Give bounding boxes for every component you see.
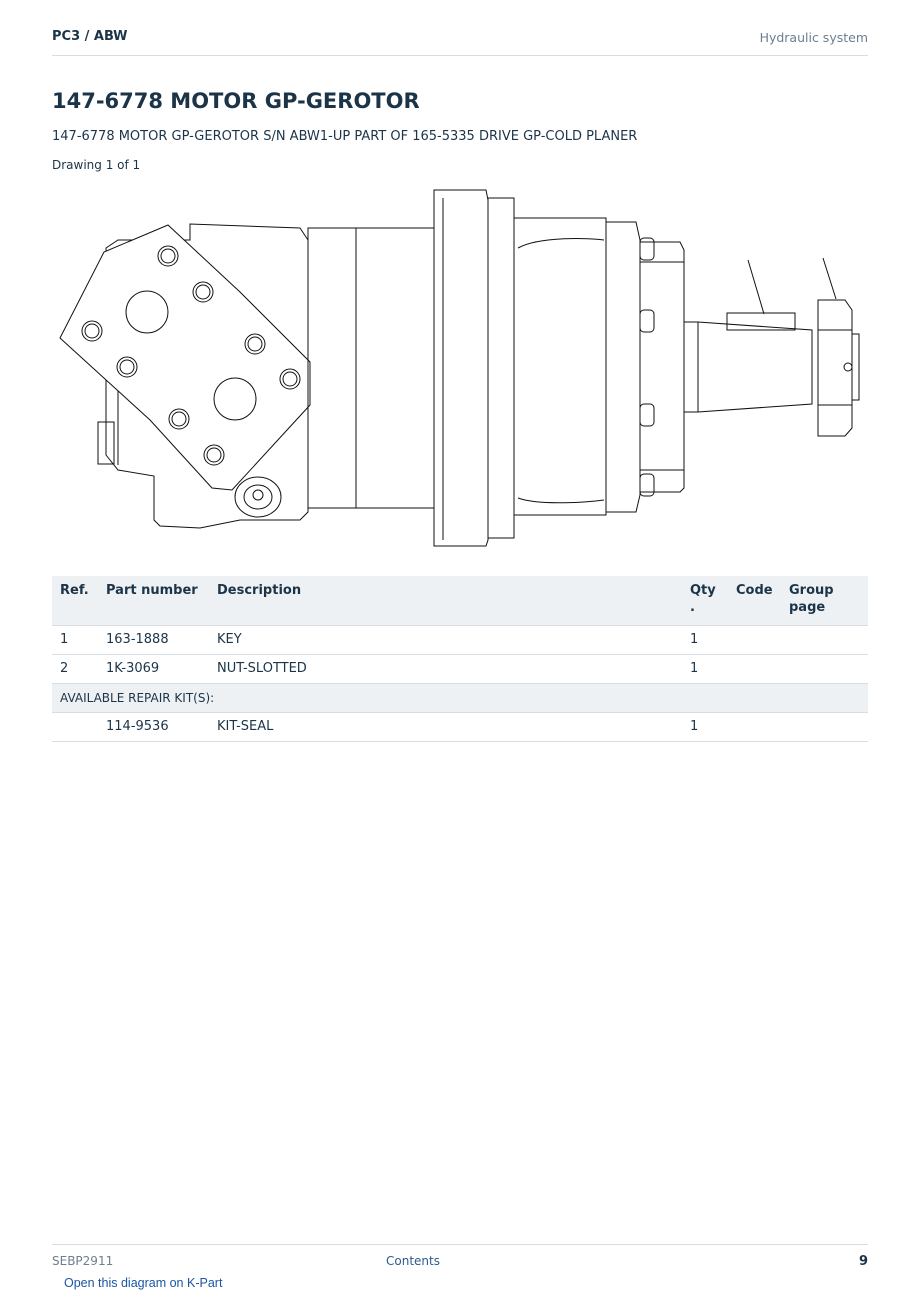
contents-link[interactable]: Contents (386, 1254, 440, 1268)
cell-description: NUT-SLOTTED (209, 655, 682, 684)
motor-diagram (52, 185, 868, 555)
cell-group-page (781, 626, 868, 655)
section-name: Hydraulic system (759, 30, 868, 45)
cell-ref: 2 (52, 655, 98, 684)
cell-part-number: 114-9536 (98, 713, 209, 742)
header-part-number: Part number (98, 576, 209, 626)
output-shaft (684, 322, 812, 412)
table-header-row (52, 576, 868, 626)
header-group-page: Group page (781, 576, 868, 626)
body-section (356, 228, 434, 508)
header-qty: Qty . (682, 576, 728, 626)
parts-table (52, 576, 868, 742)
page-number: 9 (858, 1254, 868, 1269)
shaft-end (852, 334, 859, 400)
breadcrumb: PC3 / ABW (52, 29, 128, 44)
drain-fitting (235, 477, 281, 517)
cell-qty: 1 (682, 655, 728, 684)
cell-part-number: 163-1888 (98, 626, 209, 655)
header-ref: Ref. (52, 576, 98, 626)
page-header (52, 28, 868, 56)
cell-ref: 1 (52, 626, 98, 655)
page-footer (52, 1244, 868, 1269)
mounting-flange (434, 190, 488, 546)
cell-qty: 1 (682, 626, 728, 655)
repair-kit-heading-row (52, 684, 868, 713)
cover-bolts (640, 238, 654, 496)
cell-group-page (781, 655, 868, 684)
table-row (52, 655, 868, 684)
table-row (52, 713, 868, 742)
page-title: 147-6778 MOTOR GP-GEROTOR (52, 89, 420, 113)
cell-code (728, 713, 781, 742)
page-subtitle: 147-6778 MOTOR GP-GEROTOR S/N ABW1-UP PART OF 165-5335 DRIVE GP-COLD PLANER (52, 129, 638, 144)
wheel-housing (514, 218, 606, 515)
leader-line (748, 260, 764, 314)
cell-code (728, 626, 781, 655)
cell-part-number: 1K-3069 (98, 655, 209, 684)
header-description: Description (209, 576, 682, 626)
body-section (308, 228, 356, 508)
drawing-label: Drawing 1 of 1 (52, 158, 141, 172)
slotted-nut (818, 300, 852, 436)
cell-ref (52, 713, 98, 742)
cell-qty: 1 (682, 713, 728, 742)
flange-ring (488, 198, 514, 538)
cell-code (728, 655, 781, 684)
cell-description: KIT-SEAL (209, 713, 682, 742)
shaft-key (727, 313, 795, 330)
leader-line (823, 258, 836, 299)
repair-kit-label: AVAILABLE REPAIR KIT(S): (52, 684, 868, 713)
kpart-link[interactable]: Open this diagram on K-Part (64, 1276, 223, 1290)
cell-group-page (781, 713, 868, 742)
table-row (52, 626, 868, 655)
document-id: SEBP2911 (52, 1254, 114, 1268)
cell-description: KEY (209, 626, 682, 655)
end-cover (606, 222, 640, 512)
header-code: Code (728, 576, 781, 626)
